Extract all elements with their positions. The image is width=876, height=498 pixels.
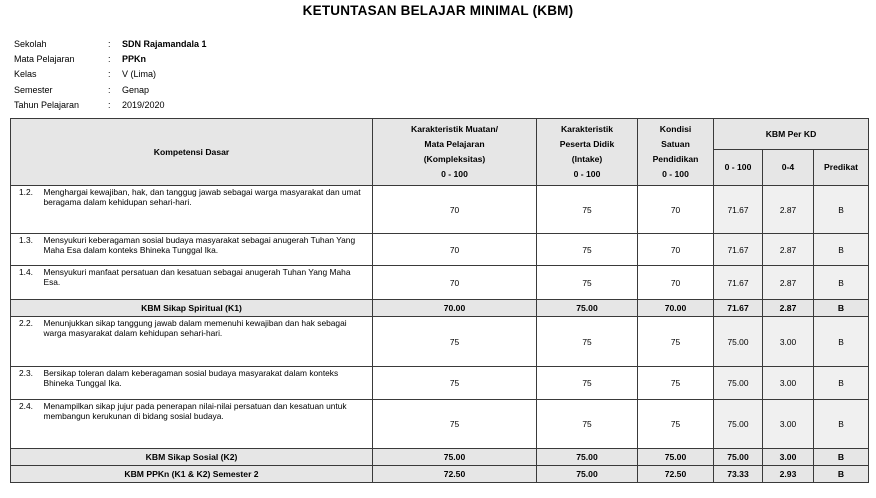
kd-number: 1.2. [11, 186, 40, 234]
info-colon: : [108, 39, 111, 49]
summary-label: KBM Sikap Sosial (K2) [11, 449, 373, 466]
cell-skala: 3.00 [763, 367, 814, 400]
cell-skala: 3.00 [763, 449, 814, 466]
header-kbm-per-kd: KBM Per KD [714, 119, 869, 150]
info-row-mata-pelajaran [14, 52, 207, 67]
cell-kondisi: 72.50 [638, 466, 714, 483]
cell-predikat: B [814, 466, 869, 483]
cell-kondisi: 75 [638, 367, 714, 400]
kd-description: Menunjukkan sikap tanggung jawab dalam memenuhi kewajiban dan hak sebagai warga masyarakat dalam kehidupan sehari-hari. [40, 317, 373, 367]
header-sub-predikat: Predikat [814, 150, 869, 186]
cell-skala: 2.87 [763, 300, 814, 317]
cell-peserta: 75 [537, 186, 638, 234]
cell-muatan: 72.50 [373, 466, 537, 483]
kd-description: Mensyukuri manfaat persatuan dan kesatuan sebagai anugerah Tuhan Yang Maha Esa. [40, 266, 373, 300]
info-label: Mata Pelajaran [14, 54, 75, 65]
kd-number: 2.2. [11, 317, 40, 367]
kd-number: 2.3. [11, 367, 40, 400]
table-row [11, 317, 869, 367]
cell-muatan: 75.00 [373, 449, 537, 466]
cell-skala: 2.87 [763, 186, 814, 234]
cell-kondisi: 75 [638, 400, 714, 449]
info-row-tahun-pelajaran [14, 98, 207, 113]
header-line: Karakteristik [560, 124, 614, 134]
cell-predikat: B [814, 449, 869, 466]
info-label: Sekolah [14, 39, 47, 49]
header-line: 0 - 100 [573, 169, 601, 179]
cell-muatan: 75 [373, 367, 537, 400]
cell-skala: 2.87 [763, 266, 814, 300]
table-row [11, 266, 869, 300]
header-line: 0 - 100 [441, 169, 468, 179]
header-line: Peserta Didik [559, 139, 615, 149]
cell-peserta: 75 [537, 367, 638, 400]
cell-kondisi: 75 [638, 317, 714, 367]
header-line: 0 - 100 [662, 169, 689, 179]
info-row-sekolah [14, 37, 207, 52]
header-line: Pendidikan [652, 154, 699, 164]
cell-muatan: 75 [373, 317, 537, 367]
cell-kondisi: 75.00 [638, 449, 714, 466]
header-line: Kondisi [659, 124, 692, 134]
header-line: Mata Pelajaran [424, 139, 485, 149]
cell-kbm: 71.67 [714, 186, 763, 234]
cell-kbm: 73.33 [714, 466, 763, 483]
kd-description: Menghargai kewajiban, hak, dan tanggug jawab sebagai warga masyarakat dan umat beragama dalam kehidupan sehari-hari. [40, 186, 373, 234]
cell-predikat: B [814, 266, 869, 300]
header-sub-0-4: 0-4 [763, 150, 814, 186]
header-line: Karakteristik Muatan/ [411, 124, 498, 134]
cell-peserta: 75.00 [537, 300, 638, 317]
info-colon: : [108, 54, 111, 65]
cell-peserta: 75 [537, 317, 638, 367]
cell-muatan: 70 [373, 186, 537, 234]
info-colon: : [108, 69, 111, 80]
cell-predikat: B [814, 186, 869, 234]
cell-skala: 3.00 [763, 317, 814, 367]
info-row-kelas [14, 67, 207, 82]
summary-row [11, 449, 869, 466]
kd-number: 2.4. [11, 400, 40, 449]
cell-peserta: 75 [537, 234, 638, 266]
cell-skala: 2.87 [763, 234, 814, 266]
summary-label: KBM Sikap Spiritual (K1) [11, 300, 373, 317]
header-karakteristik-peserta [537, 119, 638, 186]
cell-muatan: 75 [373, 400, 537, 449]
kd-description: Menampilkan sikap jujur pada penerapan nilai-nilai persatuan dan kesatuan untuk membangun kerukunan di bidang sosial budaya. [40, 400, 373, 449]
cell-skala: 2.93 [763, 466, 814, 483]
cell-kbm: 75.00 [714, 367, 763, 400]
header-line: (Intake) [571, 154, 603, 164]
cell-kbm: 75.00 [714, 449, 763, 466]
summary-row [11, 300, 869, 317]
cell-kbm: 75.00 [714, 400, 763, 449]
cell-kondisi: 70 [638, 234, 714, 266]
info-value: V (Lima) [122, 69, 157, 80]
cell-kondisi: 70 [638, 266, 714, 300]
table-row [11, 234, 869, 266]
cell-peserta: 75 [537, 266, 638, 300]
kd-number: 1.3. [11, 234, 40, 266]
cell-peserta: 75.00 [537, 449, 638, 466]
cell-kondisi: 70 [638, 186, 714, 234]
info-value: 2019/2020 [122, 99, 165, 110]
cell-predikat: B [814, 400, 869, 449]
table-row [11, 367, 869, 400]
header-karakteristik-muatan [373, 119, 537, 186]
cell-skala: 3.00 [763, 400, 814, 449]
cell-muatan: 70.00 [373, 300, 537, 317]
kd-description: Mensyukuri keberagaman sosial budaya masyarakat sebagai anugerah Tuhan Yang Maha Esa dalam konteks Bhineka Tunggal Ika. [40, 234, 373, 266]
kbm-table [10, 118, 869, 483]
cell-kbm: 75.00 [714, 317, 763, 367]
cell-muatan: 70 [373, 234, 537, 266]
cell-peserta: 75 [537, 400, 638, 449]
kd-description: Bersikap toleran dalam keberagaman sosial budaya masyarakat dalam konteks Bhineka Tunggal Ika. [40, 367, 373, 400]
info-colon: : [108, 84, 111, 95]
info-value: SDN Rajamandala 1 [122, 39, 207, 49]
header-kompetensi-dasar: Kompetensi Dasar [11, 119, 373, 186]
info-value: Genap [122, 84, 150, 95]
info-label: Semester [14, 84, 53, 95]
cell-predikat: B [814, 300, 869, 317]
summary-row [11, 466, 869, 483]
header-line: Satuan [661, 139, 690, 149]
table-row [11, 400, 869, 449]
header-kondisi-satuan [638, 119, 714, 186]
cell-kbm: 71.67 [714, 234, 763, 266]
cell-kondisi: 70.00 [638, 300, 714, 317]
cell-muatan: 70 [373, 266, 537, 300]
info-colon: : [108, 99, 111, 110]
cell-predikat: B [814, 317, 869, 367]
summary-label: KBM PPKn (K1 & K2) Semester 2 [11, 466, 373, 483]
table-row [11, 186, 869, 234]
header-line: (Kompleksitas) [423, 154, 486, 164]
info-label: Kelas [14, 69, 37, 80]
info-value: PPKn [122, 54, 147, 65]
cell-predikat: B [814, 367, 869, 400]
cell-kbm: 71.67 [714, 266, 763, 300]
page-title: KETUNTASAN BELAJAR MINIMAL (KBM) [302, 3, 574, 18]
info-row-semester [14, 83, 207, 98]
school-info [14, 37, 207, 113]
kd-number: 1.4. [11, 266, 40, 300]
cell-kbm: 71.67 [714, 300, 763, 317]
cell-predikat: B [814, 234, 869, 266]
header-sub-0-100: 0 - 100 [714, 150, 763, 186]
cell-peserta: 75.00 [537, 466, 638, 483]
info-label: Tahun Pelajaran [14, 99, 80, 110]
